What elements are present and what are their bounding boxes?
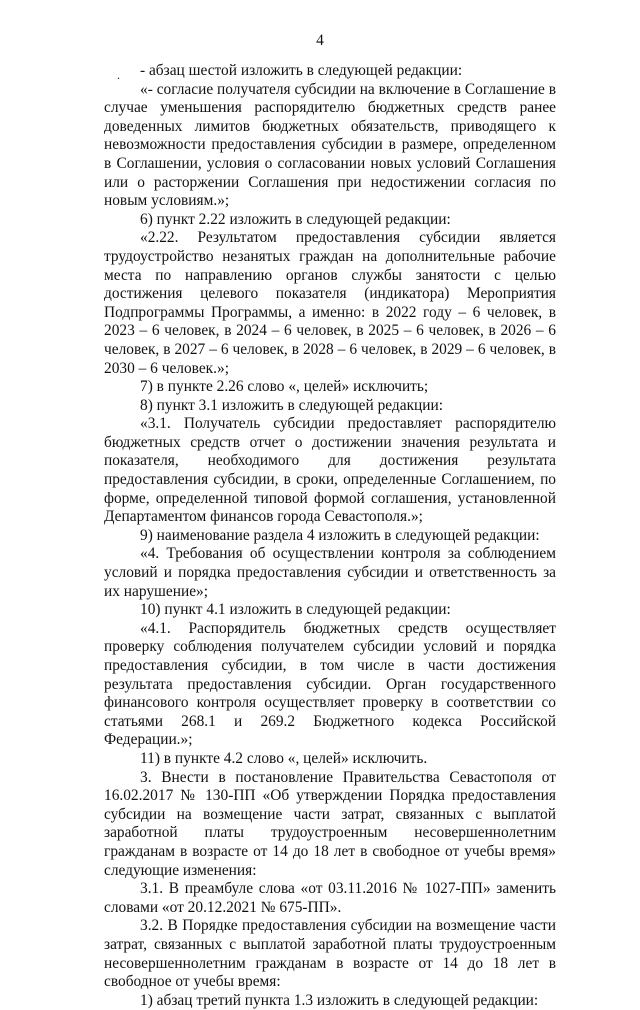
- paragraph: 9) наименование раздела 4 изложить в следующей редакции:: [140, 526, 540, 544]
- paragraph: «- согласие получателя субсидии на включение в Соглашение в случае уменьшения распорядителю бюджетных средств ранее доведенных лимитов бюджетных обязательств, приводящего к невозможности предоставления субсидии в размере, определенном в Соглашении, условия о согласовании новых условий Соглашения или о расторжении Соглашения при недостижении согласия по новым условиям.»;: [104, 80, 556, 210]
- paragraph: 7) в пункте 2.26 слово «, целей» исключить;: [140, 378, 429, 396]
- paragraph: 3. Внести в постановление Правительства Севастополя от 16.02.2017 № 130-ПП «Об утверждении Порядка предоставления субсидии на возмещение части затрат, связанных с выплатой заработной платы трудоустроенным несовершеннолетним гражданам в возрасте от 14 до 18 лет в свободное от учебы время» следующие изменения:: [104, 768, 556, 879]
- paragraph: 10) пункт 4.1 изложить в следующей редакции:: [140, 601, 451, 619]
- document-body: [104, 62, 556, 1010]
- scan-dot: .: [117, 68, 120, 82]
- paragraph: 8) пункт 3.1 изложить в следующей редакции:: [140, 396, 444, 414]
- paragraph: 3.2. В Порядке предоставления субсидии на возмещение части затрат, связанных с выплатой заработной платы трудоустроенным несовершеннолетним гражданам в возрасте от 14 до 18 лет в свободное от учебы время:: [104, 917, 556, 991]
- page-number: 4: [316, 32, 324, 49]
- paragraph: - абзац шестой изложить в следующей редакции:: [140, 62, 463, 79]
- paragraph: 1) абзац третий пункта 1.3 изложить в следующей редакции:: [140, 991, 539, 1009]
- paragraph: «4.1. Распорядитель бюджетных средств осуществляет проверку соблюдения получателем субсидии условий и порядка предоставления субсидии, в том числе в части достижения результата предоставления субсидии. Орган государственного финансового контроля осуществляет проверку в соответствии со статьями 268.1 и 269.2 Бюджетного кодекса Российской Федерации.»;: [104, 619, 556, 749]
- paragraph: 3.1. В преамбуле слова «от 03.11.2016 № 1027-ПП» заменить словами «от 20.12.2021 № 675-ПП».: [104, 880, 556, 916]
- paragraph: «4. Требования об осуществлении контроля за соблюдением условий и порядка предоставления субсидии и ответственность за их нарушение»;: [104, 545, 556, 600]
- paragraph: «3.1. Получатель субсидии предоставляет распорядителю бюджетных средств отчет о достижении значения результата и показателя, необходимого для достижения результата предоставления субсидии, в сроки, определенные Соглашением, по форме, определенной типовой формой соглашения, установленной Департаментом финансов города Севастополя.»;: [104, 415, 556, 526]
- paragraph: 11) в пункте 4.2 слово «, целей» исключить.: [140, 749, 428, 767]
- paragraph: 6) пункт 2.22 изложить в следующей редакции:: [140, 210, 451, 228]
- paragraph: «2.22. Результатом предоставления субсидии является трудоустройство незанятых граждан на дополнительные рабочие места по направлению органов службы занятости с целью достижения целевого показателя (индикатора) Мероприятия Подпрограммы Программы, а именно: в 2022 году – 6 человек, в 2023 – 6 человек, в 2024 – 6 человек, в 2025 – 6 человек, в 2026 – 6 человек, в 2027 – 6 человек, в 2028 – 6 человек, в 2029 – 6 человек, в 2030 – 6 человек.»;: [104, 229, 556, 377]
